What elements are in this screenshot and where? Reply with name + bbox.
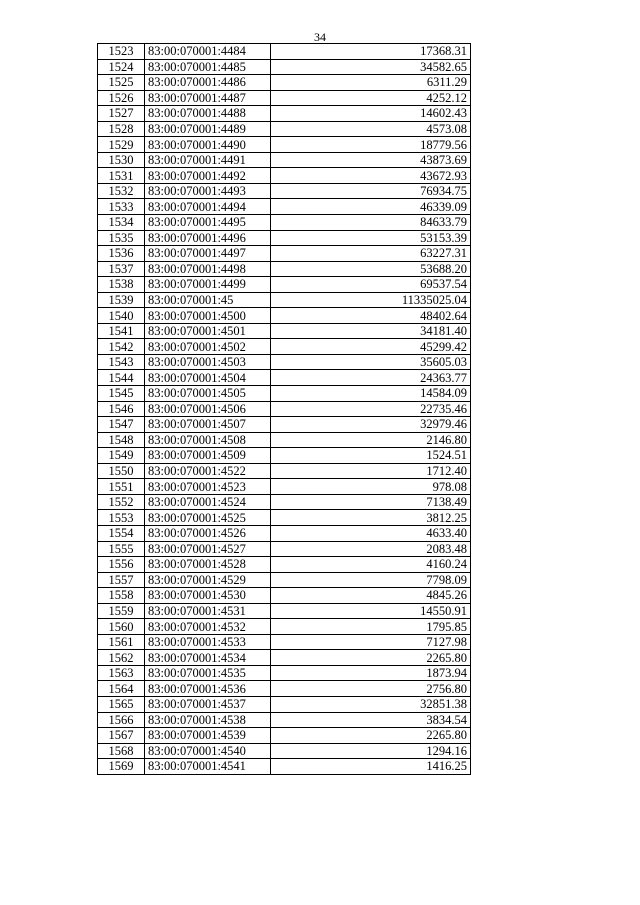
cadastral-number-cell: 83:00:070001:4509 xyxy=(145,448,271,464)
row-number-cell: 1554 xyxy=(98,525,145,541)
cadastral-number-cell: 83:00:070001:4541 xyxy=(145,759,271,775)
table-row xyxy=(98,44,471,60)
value-cell: 76934.75 xyxy=(271,183,471,199)
value-cell: 14550.91 xyxy=(271,603,471,619)
row-number-cell: 1531 xyxy=(98,168,145,184)
row-number-cell: 1559 xyxy=(98,603,145,619)
row-number-cell: 1557 xyxy=(98,572,145,588)
cadastral-number-cell: 83:00:070001:4501 xyxy=(145,323,271,339)
value-cell: 63227.31 xyxy=(271,246,471,262)
table-row xyxy=(98,137,471,153)
value-cell: 1416.25 xyxy=(271,759,471,775)
cadastral-number-cell: 83:00:070001:4525 xyxy=(145,510,271,526)
row-number-cell: 1534 xyxy=(98,215,145,231)
row-number-cell: 1558 xyxy=(98,588,145,604)
table-row xyxy=(98,463,471,479)
row-number-cell: 1543 xyxy=(98,354,145,370)
row-number-cell: 1524 xyxy=(98,59,145,75)
cadastral-number-cell: 83:00:070001:4523 xyxy=(145,479,271,495)
row-number-cell: 1525 xyxy=(98,75,145,91)
table-row xyxy=(98,619,471,635)
cadastral-number-cell: 83:00:070001:4527 xyxy=(145,541,271,557)
value-cell: 53153.39 xyxy=(271,230,471,246)
value-cell: 1294.16 xyxy=(271,743,471,759)
row-number-cell: 1547 xyxy=(98,417,145,433)
value-cell: 1795.85 xyxy=(271,619,471,635)
cadastral-number-cell: 83:00:070001:4524 xyxy=(145,494,271,510)
value-cell: 2265.80 xyxy=(271,728,471,744)
table-row xyxy=(98,712,471,728)
table-row xyxy=(98,370,471,386)
table-row xyxy=(98,494,471,510)
value-cell: 43873.69 xyxy=(271,152,471,168)
cadastral-number-cell: 83:00:070001:4537 xyxy=(145,696,271,712)
row-number-cell: 1544 xyxy=(98,370,145,386)
value-cell: 18779.56 xyxy=(271,137,471,153)
value-cell: 17368.31 xyxy=(271,44,471,60)
row-number-cell: 1556 xyxy=(98,557,145,573)
value-cell: 32851.38 xyxy=(271,696,471,712)
cadastral-number-cell: 83:00:070001:4539 xyxy=(145,728,271,744)
row-number-cell: 1551 xyxy=(98,479,145,495)
cadastral-number-cell: 83:00:070001:4485 xyxy=(145,59,271,75)
cadastral-number-cell: 83:00:070001:4528 xyxy=(145,557,271,573)
value-cell: 978.08 xyxy=(271,479,471,495)
row-number-cell: 1532 xyxy=(98,183,145,199)
cadastral-number-cell: 83:00:070001:4494 xyxy=(145,199,271,215)
cadastral-number-cell: 83:00:070001:4529 xyxy=(145,572,271,588)
row-number-cell: 1538 xyxy=(98,277,145,293)
table-row xyxy=(98,215,471,231)
table-row xyxy=(98,510,471,526)
table-row xyxy=(98,728,471,744)
table-row xyxy=(98,588,471,604)
value-cell: 14584.09 xyxy=(271,386,471,402)
table-row xyxy=(98,665,471,681)
cadastral-number-cell: 83:00:070001:45 xyxy=(145,292,271,308)
table-row xyxy=(98,106,471,122)
cadastral-number-cell: 83:00:070001:4499 xyxy=(145,277,271,293)
value-cell: 46339.09 xyxy=(271,199,471,215)
table-row xyxy=(98,681,471,697)
table-row xyxy=(98,572,471,588)
row-number-cell: 1530 xyxy=(98,152,145,168)
row-number-cell: 1565 xyxy=(98,696,145,712)
table-row xyxy=(98,650,471,666)
table-row xyxy=(98,152,471,168)
row-number-cell: 1561 xyxy=(98,634,145,650)
row-number-cell: 1523 xyxy=(98,44,145,60)
cadastral-number-cell: 83:00:070001:4530 xyxy=(145,588,271,604)
table-row xyxy=(98,277,471,293)
value-cell: 7798.09 xyxy=(271,572,471,588)
value-cell: 4845.26 xyxy=(271,588,471,604)
table-body xyxy=(98,44,471,775)
row-number-cell: 1567 xyxy=(98,728,145,744)
value-cell: 14602.43 xyxy=(271,106,471,122)
value-cell: 34582.65 xyxy=(271,59,471,75)
value-cell: 1524.51 xyxy=(271,448,471,464)
cadastral-number-cell: 83:00:070001:4540 xyxy=(145,743,271,759)
table-row xyxy=(98,541,471,557)
value-cell: 7138.49 xyxy=(271,494,471,510)
cadastral-number-cell: 83:00:070001:4538 xyxy=(145,712,271,728)
cadastral-number-cell: 83:00:070001:4497 xyxy=(145,246,271,262)
row-number-cell: 1533 xyxy=(98,199,145,215)
cadastral-number-cell: 83:00:070001:4484 xyxy=(145,44,271,60)
row-number-cell: 1566 xyxy=(98,712,145,728)
value-cell: 3812.25 xyxy=(271,510,471,526)
row-number-cell: 1542 xyxy=(98,339,145,355)
value-cell: 6311.29 xyxy=(271,75,471,91)
row-number-cell: 1568 xyxy=(98,743,145,759)
cadastral-number-cell: 83:00:070001:4504 xyxy=(145,370,271,386)
row-number-cell: 1541 xyxy=(98,323,145,339)
value-cell: 45299.42 xyxy=(271,339,471,355)
table-row xyxy=(98,90,471,106)
value-cell: 32979.46 xyxy=(271,417,471,433)
cadastral-number-cell: 83:00:070001:4495 xyxy=(145,215,271,231)
table-row xyxy=(98,557,471,573)
row-number-cell: 1546 xyxy=(98,401,145,417)
cadastral-number-cell: 83:00:070001:4505 xyxy=(145,386,271,402)
row-number-cell: 1569 xyxy=(98,759,145,775)
table-row xyxy=(98,603,471,619)
value-cell: 35605.03 xyxy=(271,354,471,370)
value-cell: 43672.93 xyxy=(271,168,471,184)
table-row xyxy=(98,525,471,541)
value-cell: 69537.54 xyxy=(271,277,471,293)
value-cell: 4252.12 xyxy=(271,90,471,106)
table-row xyxy=(98,448,471,464)
row-number-cell: 1545 xyxy=(98,386,145,402)
cadastral-number-cell: 83:00:070001:4490 xyxy=(145,137,271,153)
table-row xyxy=(98,634,471,650)
table-row xyxy=(98,183,471,199)
row-number-cell: 1564 xyxy=(98,681,145,697)
cadastral-number-cell: 83:00:070001:4491 xyxy=(145,152,271,168)
value-cell: 53688.20 xyxy=(271,261,471,277)
value-cell: 4160.24 xyxy=(271,557,471,573)
cadastral-number-cell: 83:00:070001:4492 xyxy=(145,168,271,184)
table-row xyxy=(98,432,471,448)
table-row xyxy=(98,261,471,277)
cadastral-number-cell: 83:00:070001:4498 xyxy=(145,261,271,277)
row-number-cell: 1552 xyxy=(98,494,145,510)
table-row xyxy=(98,339,471,355)
row-number-cell: 1537 xyxy=(98,261,145,277)
value-cell: 24363.77 xyxy=(271,370,471,386)
value-cell: 48402.64 xyxy=(271,308,471,324)
cadastral-number-cell: 83:00:070001:4506 xyxy=(145,401,271,417)
cadastral-number-cell: 83:00:070001:4531 xyxy=(145,603,271,619)
table-row xyxy=(98,354,471,370)
value-cell: 3834.54 xyxy=(271,712,471,728)
row-number-cell: 1529 xyxy=(98,137,145,153)
table-row xyxy=(98,292,471,308)
table-row xyxy=(98,59,471,75)
value-cell: 2265.80 xyxy=(271,650,471,666)
row-number-cell: 1549 xyxy=(98,448,145,464)
cadastral-number-cell: 83:00:070001:4536 xyxy=(145,681,271,697)
cadastral-number-cell: 83:00:070001:4526 xyxy=(145,525,271,541)
table-row xyxy=(98,199,471,215)
row-number-cell: 1550 xyxy=(98,463,145,479)
table-row xyxy=(98,168,471,184)
value-cell: 22735.46 xyxy=(271,401,471,417)
value-cell: 84633.79 xyxy=(271,215,471,231)
value-cell: 11335025.04 xyxy=(271,292,471,308)
row-number-cell: 1540 xyxy=(98,308,145,324)
row-number-cell: 1536 xyxy=(98,246,145,262)
cadastral-number-cell: 83:00:070001:4507 xyxy=(145,417,271,433)
table-row xyxy=(98,121,471,137)
row-number-cell: 1553 xyxy=(98,510,145,526)
table-row xyxy=(98,743,471,759)
table-row xyxy=(98,417,471,433)
cadastral-number-cell: 83:00:070001:4496 xyxy=(145,230,271,246)
table-row xyxy=(98,759,471,775)
table-row xyxy=(98,323,471,339)
value-cell: 4573.08 xyxy=(271,121,471,137)
cadastral-number-cell: 83:00:070001:4488 xyxy=(145,106,271,122)
table-row xyxy=(98,386,471,402)
cadastral-number-cell: 83:00:070001:4508 xyxy=(145,432,271,448)
row-number-cell: 1555 xyxy=(98,541,145,557)
row-number-cell: 1562 xyxy=(98,650,145,666)
cadastral-number-cell: 83:00:070001:4522 xyxy=(145,463,271,479)
table-row xyxy=(98,479,471,495)
table-row xyxy=(98,696,471,712)
cadastral-number-cell: 83:00:070001:4533 xyxy=(145,634,271,650)
cadastral-number-cell: 83:00:070001:4500 xyxy=(145,308,271,324)
page-number: 34 xyxy=(314,30,326,44)
row-number-cell: 1528 xyxy=(98,121,145,137)
cadastral-number-cell: 83:00:070001:4535 xyxy=(145,665,271,681)
cadastral-number-cell: 83:00:070001:4493 xyxy=(145,183,271,199)
value-cell: 1873.94 xyxy=(271,665,471,681)
value-cell: 2146.80 xyxy=(271,432,471,448)
cadastral-number-cell: 83:00:070001:4532 xyxy=(145,619,271,635)
cadastral-number-cell: 83:00:070001:4534 xyxy=(145,650,271,666)
row-number-cell: 1539 xyxy=(98,292,145,308)
row-number-cell: 1535 xyxy=(98,230,145,246)
table-row xyxy=(98,401,471,417)
table-row xyxy=(98,308,471,324)
value-cell: 34181.40 xyxy=(271,323,471,339)
cadastral-number-cell: 83:00:070001:4489 xyxy=(145,121,271,137)
cadastral-number-cell: 83:00:070001:4486 xyxy=(145,75,271,91)
table-row xyxy=(98,246,471,262)
table-row xyxy=(98,230,471,246)
cadastral-number-cell: 83:00:070001:4487 xyxy=(145,90,271,106)
row-number-cell: 1560 xyxy=(98,619,145,635)
table-row xyxy=(98,75,471,91)
row-number-cell: 1526 xyxy=(98,90,145,106)
value-cell: 1712.40 xyxy=(271,463,471,479)
row-number-cell: 1548 xyxy=(98,432,145,448)
value-cell: 7127.98 xyxy=(271,634,471,650)
cadastral-number-cell: 83:00:070001:4502 xyxy=(145,339,271,355)
value-cell: 2756.80 xyxy=(271,681,471,697)
value-cell: 2083.48 xyxy=(271,541,471,557)
value-cell: 4633.40 xyxy=(271,525,471,541)
row-number-cell: 1563 xyxy=(98,665,145,681)
cadastral-number-cell: 83:00:070001:4503 xyxy=(145,354,271,370)
row-number-cell: 1527 xyxy=(98,106,145,122)
cadastral-table xyxy=(97,43,471,775)
